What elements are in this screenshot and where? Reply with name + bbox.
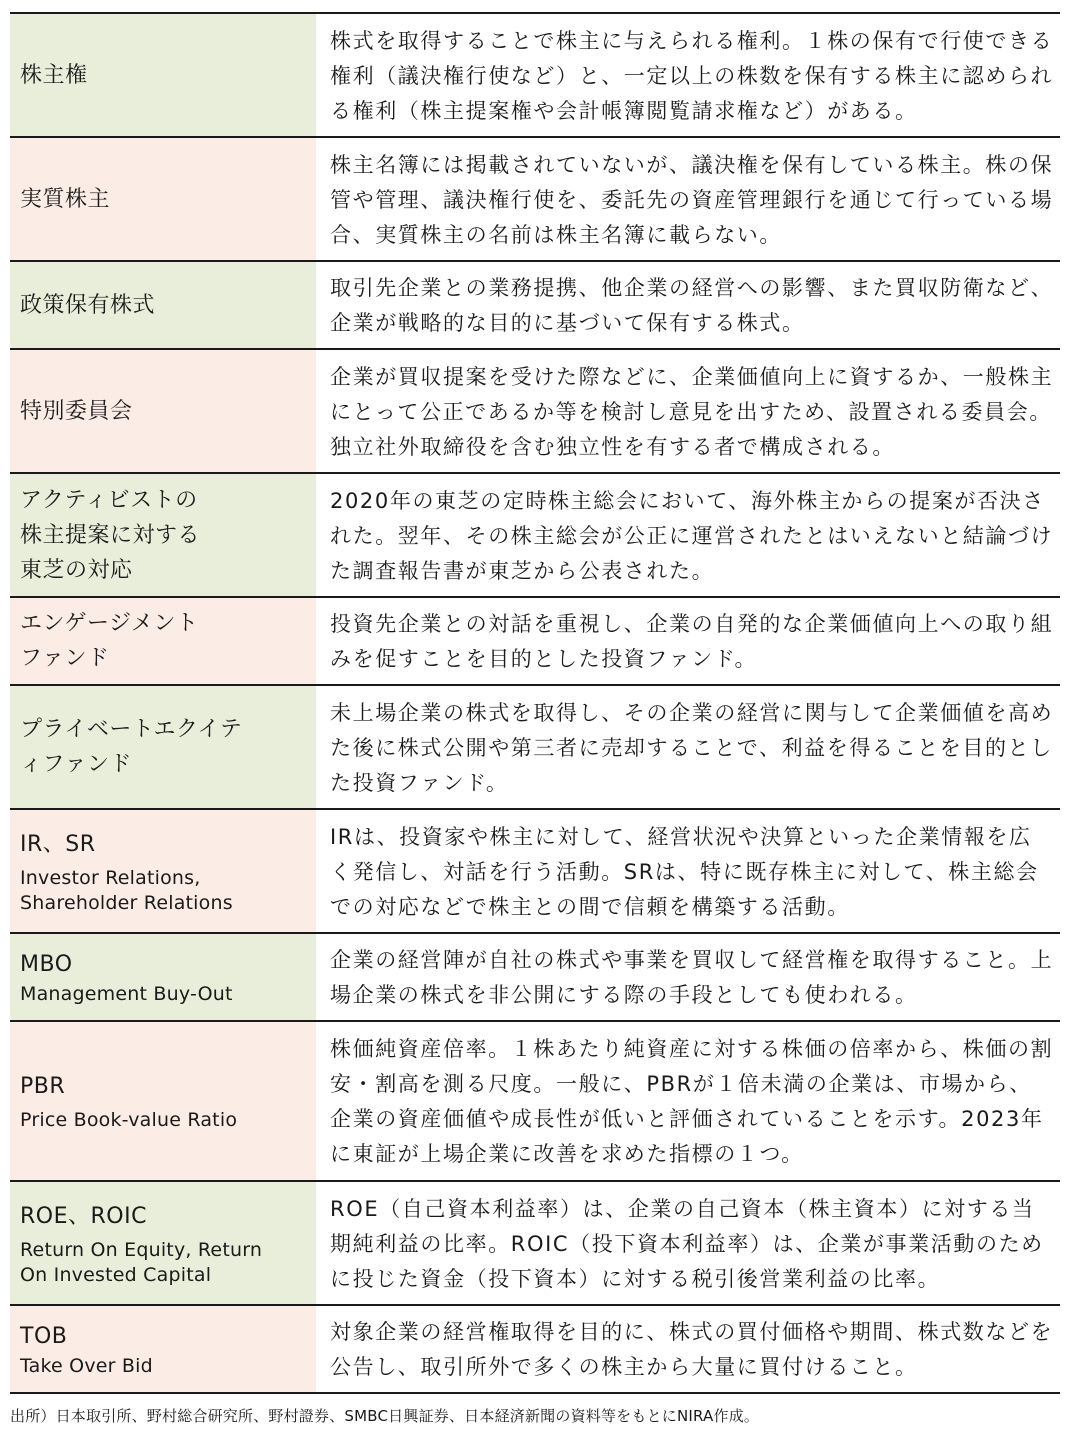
term-cell bbox=[10, 686, 316, 808]
description-text: 株価純資産倍率。１株あたり純資産に対する株価の倍率から、株価の割安・割高を測る尺度。一般に、PBRが１倍未満の企業は、市場から、企業の資産価値や成長性が低いと評価されていることを示す。2023年に東証が上場企業に改善を求めた指標の１つ。 bbox=[330, 1037, 1054, 1166]
term-cell bbox=[10, 934, 316, 1020]
description-text: 対象企業の経営権取得を目的に、株式の買付価格や期間、株式数などを公告し、取引所外で多くの株主から大量に買付けること。 bbox=[330, 1320, 1054, 1379]
description-cell bbox=[316, 474, 1060, 596]
description-cell bbox=[316, 810, 1060, 932]
description-text: ROE（自己資本利益率）は、企業の自己資本（株主資本）に対する当期純利益の比率。ROIC（投下資本利益率）は、企業が事業活動のために投じた資金（投下資本）に対する税引後営業利益の比率。 bbox=[330, 1196, 1044, 1291]
term-name: ROE、ROIC bbox=[20, 1203, 147, 1229]
term-cell bbox=[10, 810, 316, 932]
description-text: 株式を取得することで株主に与えられる権利。１株の保有で行使できる権利（議決権行使など）と、一定以上の株数を保有する株主に認められる権利（株主提案権や会計帳簿閲覧請求権など）がある。 bbox=[330, 28, 1054, 123]
description-text: 企業が買収提案を受けた際などに、企業価値向上に資するか、一般株主にとって公正であるか等を検討し意見を出すため、設置される委員会。独立社外取締役を含む独立性を有する者で構成される。 bbox=[330, 364, 1054, 459]
table-row bbox=[10, 1306, 1060, 1394]
description-cell bbox=[316, 1182, 1060, 1304]
table-row bbox=[10, 474, 1060, 598]
description-cell bbox=[316, 598, 1060, 684]
term-english: Price Book-value Ratio bbox=[20, 1109, 238, 1131]
table-row bbox=[10, 262, 1060, 350]
description-text: 取引先企業との業務提携、他企業の経営への影響、また買収防衛など、企業が戦略的な目的に基づいて保有する株式。 bbox=[330, 276, 1054, 335]
term-cell bbox=[10, 1022, 316, 1180]
term-english: Management Buy-Out bbox=[20, 983, 233, 1005]
description-cell bbox=[316, 686, 1060, 808]
description-text: 企業の経営陣が自社の株式や事業を買収して経営権を取得すること。上場企業の株式を非公開にする際の手段としても使われる。 bbox=[330, 948, 1054, 1007]
term-name: エンゲージメントファンド bbox=[20, 611, 199, 671]
table-row bbox=[10, 138, 1060, 262]
description-text: 2020年の東芝の定時株主総会において、海外株主からの提案が否決された。翌年、その株主総会が公正に運営されたとはいえないと結論づけた調査報告書が東芝から公表された。 bbox=[330, 488, 1054, 583]
description-cell bbox=[316, 1306, 1060, 1392]
description-cell bbox=[316, 14, 1060, 136]
description-text: IRは、投資家や株主に対して、経営状況や決算といった企業情報を広く発信し、対話を行う活動。SRは、特に既存株主に対して、株主総会での対応などで株主との間で信頼を構築する活動。 bbox=[330, 824, 1039, 919]
description-cell bbox=[316, 350, 1060, 472]
table-row bbox=[10, 1182, 1060, 1306]
term-name: プライベートエクイティファンド bbox=[20, 717, 243, 777]
term-english: Take Over Bid bbox=[20, 1355, 153, 1377]
term-cell bbox=[10, 350, 316, 472]
term-cell bbox=[10, 598, 316, 684]
term-cell bbox=[10, 1306, 316, 1392]
description-cell bbox=[316, 934, 1060, 1020]
table-row bbox=[10, 598, 1060, 686]
term-name: PBR bbox=[20, 1074, 66, 1099]
source-note: 出所）日本取引所、野村総合研究所、野村證券、SMBC日興証券、日本経済新聞の資料等をもとにNIRA作成。 bbox=[10, 1407, 760, 1425]
term-cell bbox=[10, 138, 316, 260]
term-name: IR、SR bbox=[20, 831, 96, 857]
term-english: Investor Relations, Shareholder Relations bbox=[20, 866, 233, 914]
description-cell bbox=[316, 262, 1060, 348]
term-name: アクティビストの株主提案に対する東芝の対応 bbox=[20, 487, 201, 583]
table-row bbox=[10, 1022, 1060, 1182]
description-text: 投資先企業との対話を重視し、企業の自発的な企業価値向上への取り組みを促すことを目的とした投資ファンド。 bbox=[330, 612, 1054, 671]
term-name: MBO bbox=[20, 952, 73, 977]
term-cell bbox=[10, 1182, 316, 1304]
description-cell bbox=[316, 1022, 1060, 1180]
description-text: 株主名簿には掲載されていないが、議決権を保有している株主。株の保管や管理、議決権行使を、委託先の資産管理銀行を通じて行っている場合、実質株主の名前は株主名簿に載らない。 bbox=[330, 152, 1054, 247]
term-name: 特別委員会 bbox=[20, 398, 133, 424]
table-row bbox=[10, 686, 1060, 810]
term-cell bbox=[10, 262, 316, 348]
table-row bbox=[10, 14, 1060, 138]
table-row bbox=[10, 350, 1060, 474]
term-name: TOB bbox=[20, 1324, 68, 1349]
description-text: 未上場企業の株式を取得し、その企業の経営に関与して企業価値を高めた後に株式公開や第三者に売却することで、利益を得ることを目的とした投資ファンド。 bbox=[330, 700, 1054, 795]
term-cell bbox=[10, 14, 316, 136]
description-cell bbox=[316, 138, 1060, 260]
term-cell bbox=[10, 474, 316, 596]
term-name: 株主権 bbox=[20, 62, 88, 88]
glossary-table bbox=[10, 12, 1060, 1394]
term-english: Return On Equity, Return On Invested Capital bbox=[20, 1238, 263, 1286]
table-row bbox=[10, 934, 1060, 1022]
term-name: 政策保有株式 bbox=[20, 292, 156, 318]
table-row bbox=[10, 810, 1060, 934]
term-name: 実質株主 bbox=[20, 186, 111, 212]
